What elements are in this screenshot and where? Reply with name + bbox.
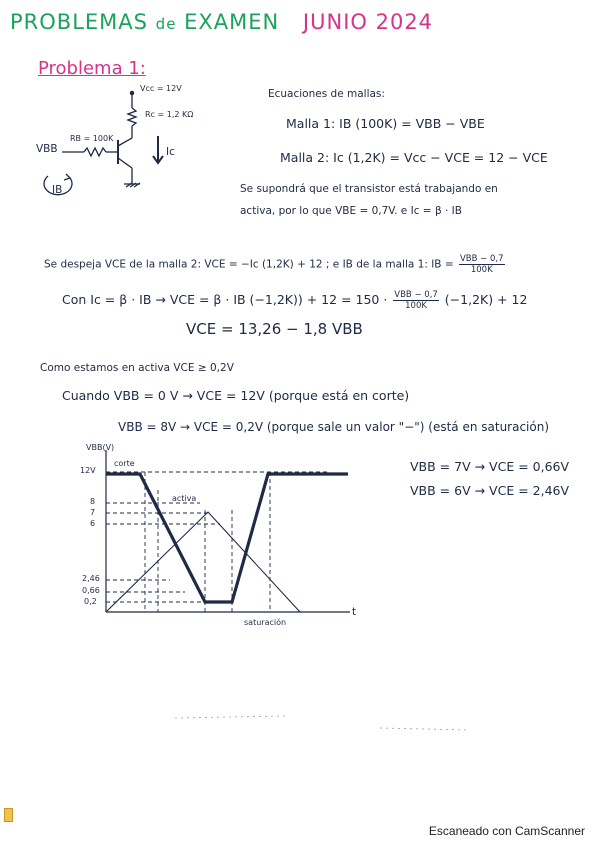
assumption-note-2: activa, por lo que VBE = 0,7V. e Ic = β · IB [240,205,462,217]
ytick-6: 6 [90,519,96,528]
ib-fraction-den: 100K [470,265,493,275]
ytick-8: 8 [90,497,96,506]
ytick-0-66: 0,66 [82,586,100,595]
analysis-line-3: VBB = 8V → VCE = 0,2V (porque sale un valor "−") (está en saturación) [118,420,550,434]
title-de: de [155,15,177,33]
mesh-heading: Ecuaciones de mallas: [268,88,385,100]
assumption-note-1: Se supondrá que el transistor está trabajando en [240,183,498,195]
saturacion-label: saturación [244,618,287,627]
ib-fraction-num: VBB − 0,7 [459,254,504,264]
vce-fraction [393,290,439,311]
analysis-line-1: Como estamos en activa VCE ≥ 0,2V [40,362,234,374]
title-examen: EXAMEN [184,10,280,34]
scanner-corner-mark [4,808,13,822]
derivation-line-2-tail: (−1,2K) + 12 [444,292,528,307]
ytick-0-2: 0,2 [84,597,97,606]
derivation-line-2 [62,290,527,311]
graph-x-label: t [352,606,357,618]
analysis-line-2: Cuando VBB = 0 V → VCE = 12V (porque está en corte) [62,388,410,403]
vcc-label: Vcc = 12V [140,84,182,93]
malla1-equation: Malla 1: IB (100K) = VBB − VBE [286,116,485,131]
analysis-right-2: VBB = 6V → VCE = 2,46V [410,483,570,498]
vbb-label: VBB [36,143,58,155]
ytick-7: 7 [90,508,96,517]
graph-y-label: VBB(V) [86,443,115,452]
vce-fraction-den: 100K [405,301,427,311]
malla2-equation: Malla 2: Ic (1,2K) = Vcc − VCE = 12 − VCE [280,150,548,165]
ic-label: Ic [166,146,175,158]
title-date: JUNIO 2024 [302,10,434,34]
derivation-line-2-text: Con Ic = β · IB → VCE = β · IB (−1,2K)) + 12 = 150 · [62,292,388,307]
ytick-2-46: 2,46 [82,574,100,583]
ytick-12: 12V [80,466,96,475]
rc-label: Rc = 1,2 KΩ [145,110,194,119]
derivation-line-1 [44,254,507,275]
ib-fraction [459,254,505,275]
analysis-right-1: VBB = 7V → VCE = 0,66V [410,459,570,474]
title-problemas: PROBLEMAS [10,10,148,34]
vce-result: VCE = 13,26 − 1,8 VBB [186,320,363,338]
derivation-line-1-text: Se despeja VCE de la malla 2: VCE = −Ic (1,2K) + 12 ; e IB de la malla 1: IB = [44,258,454,271]
ib-label: IB [52,184,63,196]
activa-label: activa [172,494,197,503]
problem-heading: Problema 1: [38,58,146,79]
camscanner-footer: Escaneado con CamScanner [428,824,585,838]
vce-fraction-num: VBB − 0,7 [394,290,438,300]
rb-label: RB = 100K [70,134,114,143]
corte-label: corte [114,459,135,468]
document-title [10,10,433,34]
